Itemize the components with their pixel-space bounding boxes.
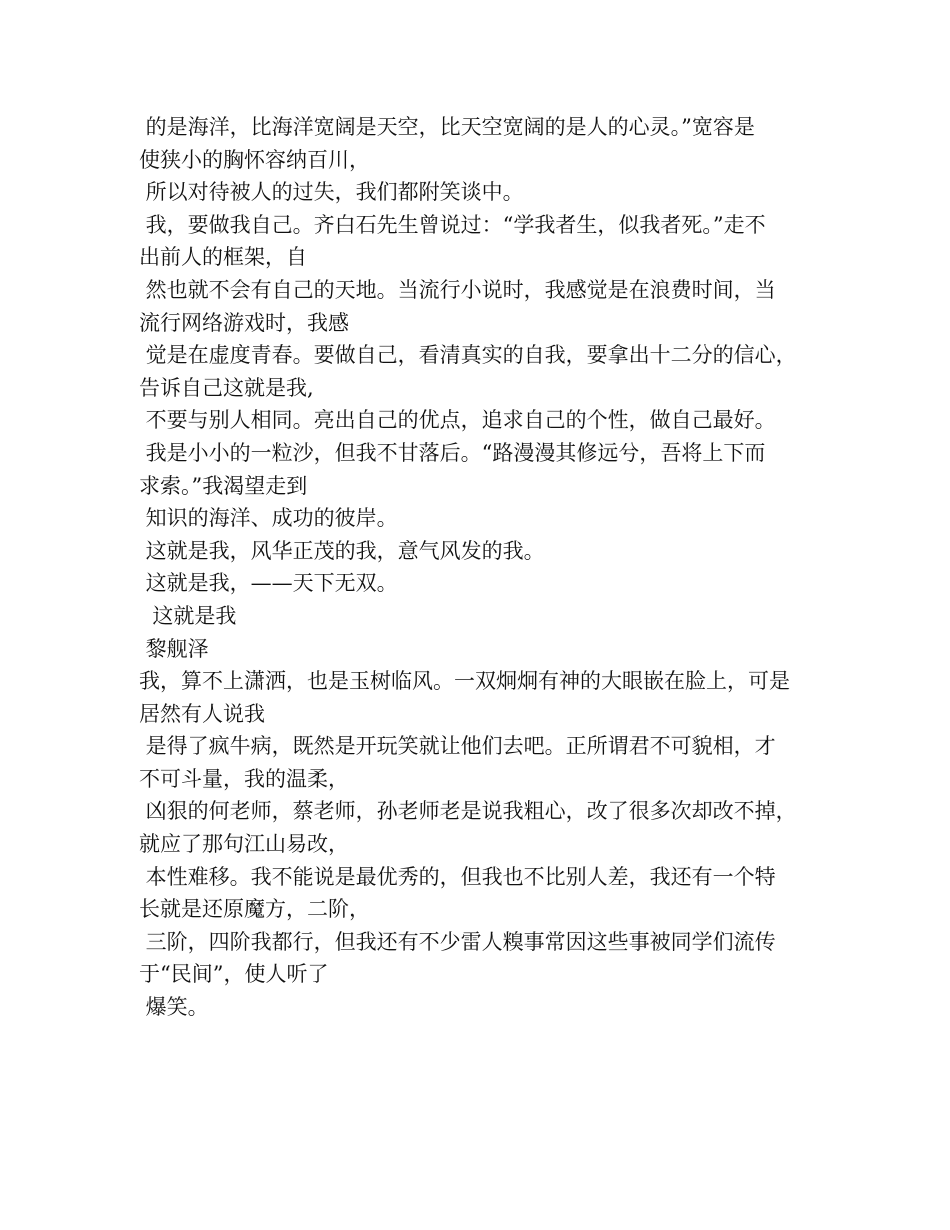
text-line: 就应了那句江山易改， bbox=[139, 832, 349, 857]
text-line: 这就是我，——天下无双。 bbox=[139, 571, 398, 596]
text-line: 流行网络游戏时，我感 bbox=[139, 310, 349, 335]
text-line: 居然有人说我 bbox=[139, 701, 265, 726]
text-line: 这就是我，风华正茂的我，意气风发的我。 bbox=[139, 538, 545, 563]
text-line: 我，算不上潇洒，也是玉树临风。一双炯炯有神的大眼嵌在脸上，可是 bbox=[139, 669, 790, 694]
text-line: 于“民间”，使人听了 bbox=[139, 962, 329, 987]
text-line: 不要与别人相同。亮出自己的优点，追求自己的个性，做自己最好。 bbox=[139, 408, 776, 433]
text-line: 长就是还原魔方，二阶， bbox=[139, 897, 370, 922]
section-title: 这就是我 bbox=[139, 603, 237, 628]
text-line: 所以对待被人的过失，我们都附笑谈中。 bbox=[139, 180, 524, 205]
text-line: 爆笑。 bbox=[139, 995, 209, 1020]
author-name: 黎舰泽 bbox=[139, 636, 209, 661]
text-line: 我，要做我自己。齐白石先生曾说过：“学我者生，似我者死。”走不 bbox=[139, 212, 766, 237]
text-line: 出前人的框架，自 bbox=[139, 245, 307, 270]
body-text bbox=[139, 111, 829, 1024]
text-line: 告诉自己这就是我, bbox=[139, 375, 314, 400]
text-line: 使狭小的胸怀容纳百川， bbox=[139, 147, 370, 172]
text-line: 知识的海洋、成功的彼岸。 bbox=[139, 506, 398, 531]
text-line: 然也就不会有自己的天地。当流行小说时，我感觉是在浪费时间，当 bbox=[139, 277, 776, 302]
text-line: 凶狠的何老师，蔡老师，孙老师老是说我粗心，改了很多次却改不掉， bbox=[139, 799, 797, 824]
text-line: 求索。”我渴望走到 bbox=[139, 473, 308, 498]
text-line: 我是小小的一粒沙，但我不甘落后。“路漫漫其修远兮，吾将上下而 bbox=[139, 440, 766, 465]
text-line: 觉是在虚度青春。要做自己，看清真实的自我，要拿出十二分的信心， bbox=[139, 343, 797, 368]
text-line: 的是海洋，比海洋宽阔是天空，比天空宽阔的是人的心灵。”宽容是 bbox=[139, 115, 755, 139]
text-line: 本性难移。我不能说是最优秀的，但我也不比别人差，我还有一个特 bbox=[139, 864, 776, 889]
text-line: 是得了疯牛病，既然是开玩笑就让他们去吧。正所谓君不可貌相，才 bbox=[139, 734, 776, 759]
text-line: 三阶，四阶我都行，但我还有不少雷人糗事常因这些事被同学们流传 bbox=[139, 929, 776, 954]
text-line: 不可斗量，我的温柔， bbox=[139, 766, 349, 791]
